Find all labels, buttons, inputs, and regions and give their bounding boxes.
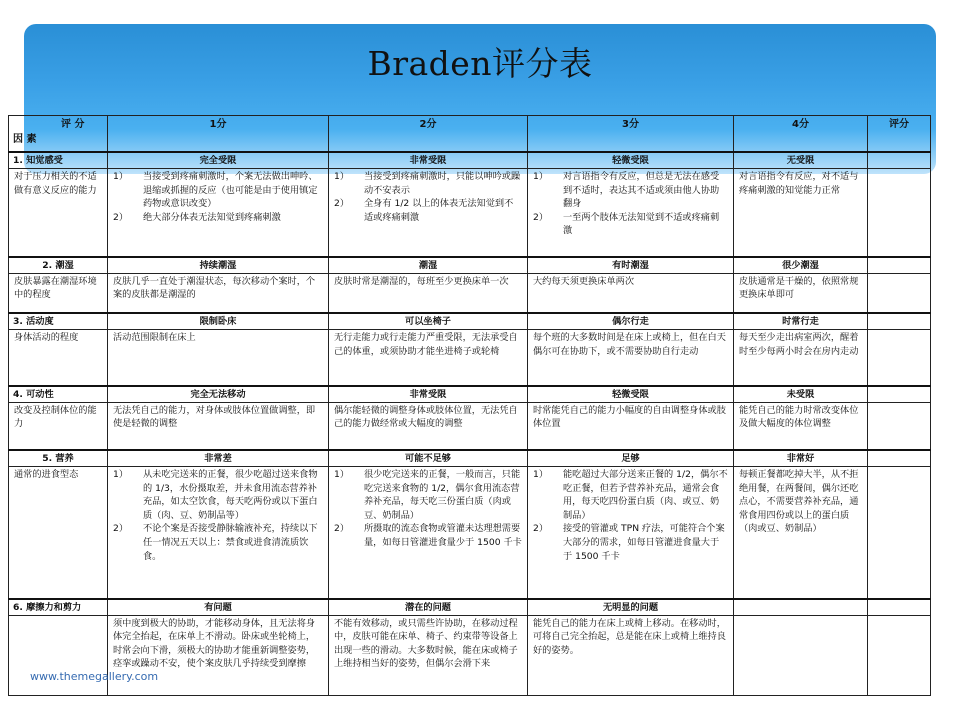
col-header-1: 1分 (108, 116, 329, 153)
score-cell[interactable] (868, 330, 931, 386)
item-number: 1） (113, 171, 129, 182)
factor-name: 3. 活动度 (9, 313, 108, 330)
factor-description: 通常的进食型态 (9, 467, 108, 599)
criteria-item (334, 468, 522, 522)
description-row (9, 330, 931, 386)
description-row (9, 402, 931, 450)
score-cell (868, 386, 931, 403)
criteria-cell: 偶尔能轻微的调整身体或肢体位置，无法凭自己的能力做经常或大幅度的调整 (329, 402, 528, 450)
item-number: 2） (533, 211, 549, 223)
level-label: 完全受限 (108, 152, 329, 169)
factor-label: 因 素 (13, 134, 37, 145)
factor-name: 1. 知觉感受 (9, 152, 108, 169)
item-text: 当接受到疼痛刺激时，个案无法做出呻吟、退缩或抓握的反应（也可能是由于使用镇定药物或意识改变） (143, 171, 318, 210)
score-cell[interactable] (868, 467, 931, 599)
item-number: 1） (533, 469, 549, 480)
level-label: 潮湿 (329, 257, 528, 274)
item-number: 2） (113, 523, 129, 535)
description-row (9, 467, 931, 599)
criteria-cell (528, 467, 734, 599)
item-number: 2） (533, 523, 549, 535)
criteria-list (113, 170, 323, 224)
item-number: 2） (113, 211, 129, 223)
level-label: 时常行走 (734, 313, 868, 330)
criteria-cell: 无法凭自己的能力，对身体或肢体位置做调整，即使是轻微的调整 (108, 402, 329, 450)
criteria-item (113, 522, 323, 563)
description-row (9, 615, 931, 695)
item-number: 1） (334, 469, 350, 480)
criteria-cell: 无行走能力或行走能力严重受限，无法承受自己的体重，或须协助才能坐进椅子或轮椅 (329, 330, 528, 386)
criteria-cell (528, 169, 734, 257)
level-label: 非常差 (108, 450, 329, 467)
factor-name: 5. 营养 (9, 450, 108, 467)
criteria-item (113, 468, 323, 522)
criteria-item (113, 211, 323, 225)
criteria-cell: 每个班的大多数时间是在床上或椅上，但在白天偶尔可在协助下，或不需要协助自行走动 (528, 330, 734, 386)
item-text: 能吃超过大部分送来正餐的 1/2，偶尔不吃正餐，但若予营养补充品，通常会食用，每天吃四份蛋白质（肉、或豆、奶制品） (563, 469, 728, 521)
section-header-row (9, 152, 931, 169)
criteria-cell (108, 467, 329, 599)
col-header-4: 4分 (734, 116, 868, 153)
criteria-list (533, 170, 728, 238)
criteria-cell: 能凭自己的能力在床上或椅上移动。在移动时，可将自己完全抬起，总是能在床上或椅上维持良好的姿势。 (528, 615, 734, 695)
item-text: 很少吃完送来的正餐，一般而言，只能吃完送来食物的 1/2，偶尔食用流态营养补充品，每天吃三份蛋白质（肉或豆、奶制品） (364, 469, 521, 521)
criteria-item (533, 211, 728, 238)
item-text: 一至两个肢体无法知觉到不适或疼痛刺激 (563, 211, 720, 237)
level-label: 非常受限 (329, 152, 528, 169)
criteria-cell: 活动范围限制在床上 (108, 330, 329, 386)
criteria-cell: 时常能凭自己的能力小幅度的自由调整身体或肢体位置 (528, 402, 734, 450)
criteria-cell: 大约每天须更换床单两次 (528, 273, 734, 313)
level-label: 持续潮湿 (108, 257, 329, 274)
description-row (9, 169, 931, 257)
score-cell[interactable] (868, 615, 931, 695)
item-number: 2） (334, 523, 350, 535)
criteria-cell: 对言语指令有反应，对不适与疼痛刺激的知觉能力正常 (734, 169, 868, 257)
section-header-row (9, 599, 931, 616)
level-label: 偶尔行走 (528, 313, 734, 330)
criteria-list (113, 468, 323, 563)
watermark: www.themegallery.com (30, 670, 159, 683)
level-label: 很少潮湿 (734, 257, 868, 274)
section-header-row (9, 450, 931, 467)
level-label: 有问题 (108, 599, 329, 616)
item-number: 1） (533, 171, 549, 182)
level-label: 可以坐椅子 (329, 313, 528, 330)
level-label: 潜在的问题 (329, 599, 528, 616)
criteria-item (334, 197, 522, 224)
criteria-cell: 不能有效移动，或只需些许协助，在移动过程中，皮肤可能在床单、椅子、约束带等设备上出现一些的滑动。大多数时候，能在床或椅子上维持相当好的姿势，但偶尔会滑下来 (329, 615, 528, 695)
item-number: 2） (334, 198, 350, 210)
item-text: 接受的管灌或 TPN 疗法，可能符合个案大部分的需求，如每日管灌进食量大于于 1500 千卡 (563, 523, 725, 562)
level-label: 无明显的问题 (528, 599, 734, 616)
criteria-cell: 每天至少走出病室两次，醒着时至少每两小时会在房内走动 (734, 330, 868, 386)
item-text: 所摄取的流态食物或管灌未达理想需要量，如每日管灌进食量少于 1500 千卡 (364, 523, 522, 548)
level-label: 可能不足够 (329, 450, 528, 467)
criteria-item (533, 468, 728, 522)
score-cell[interactable] (868, 402, 931, 450)
description-row (9, 273, 931, 313)
level-label: 有时潮湿 (528, 257, 734, 274)
criteria-list (533, 468, 728, 563)
level-label: 限制卧床 (108, 313, 329, 330)
section-header-row (9, 313, 931, 330)
level-label: 非常好 (734, 450, 868, 467)
score-cell (868, 599, 931, 616)
braden-table-container (8, 115, 930, 696)
col-header-2: 2分 (329, 116, 528, 153)
level-label: 无受限 (734, 152, 868, 169)
score-cell[interactable] (868, 273, 931, 313)
item-text: 绝大部分体表无法知觉到疼痛刺激 (143, 211, 281, 223)
criteria-cell: 皮肤几乎一直处于潮湿状态，每次移动个案时，个案的皮肤都是潮湿的 (108, 273, 329, 313)
criteria-cell (108, 169, 329, 257)
col-header-score: 评分 (868, 116, 931, 153)
section-header-row (9, 257, 931, 274)
criteria-list (334, 468, 522, 550)
item-text: 当接受到疼痛刺激时，只能以呻吟或躁动不安表示 (364, 171, 521, 196)
score-label: 评 分 (61, 119, 85, 130)
criteria-cell: 须中度到极大的协助，才能移动身体，且无法将身体完全抬起，在床单上不滑动。卧床或坐轮椅上，时常会向下滑，须极大的协助才能重新调整姿势，痉挛或躁动不安，使个案皮肤几乎持续受到摩擦 (108, 615, 329, 695)
criteria-item (334, 522, 522, 549)
factor-name: 6. 摩擦力和剪力 (9, 599, 108, 616)
criteria-cell: 每顿正餐都吃掉大半，从不拒绝用餐，在两餐间，偶尔还吃点心，不需要营养补充品，通常食用四份或以上的蛋白质（肉或豆、奶制品） (734, 467, 868, 599)
criteria-cell: 皮肤时常是潮湿的，每班至少更换床单一次 (329, 273, 528, 313)
braden-table (8, 115, 931, 696)
item-text: 全身有 1/2 以上的体表无法知觉到不适或疼痛刺激 (364, 198, 514, 223)
page-title: Braden评分表 (367, 44, 593, 83)
factor-description: 改变及控制体位的能力 (9, 402, 108, 450)
criteria-item (533, 170, 728, 211)
score-cell (868, 313, 931, 330)
factor-name: 2. 潮湿 (9, 257, 108, 274)
item-text: 从未吃完送来的正餐，很少吃超过送来食物的 1/3，水份摄取差，并未食用流态营养补充品，如太空饮食，每天吃两份或以下蛋白质（肉、豆、奶制品等） (143, 469, 318, 521)
factor-description: 身体活动的程度 (9, 330, 108, 386)
level-label: 轻微受限 (528, 386, 734, 403)
level-label: 轻微受限 (528, 152, 734, 169)
corner-cell (9, 116, 108, 153)
factor-description: 对于压力相关的不适做有意义反应的能力 (9, 169, 108, 257)
factor-description: 皮肤暴露在潮湿环境中的程度 (9, 273, 108, 313)
score-cell (868, 257, 931, 274)
item-text: 不论个案是否接受静脉输液补充，持续以下任一情况五天以上：禁食或进食清流质饮食。 (143, 523, 318, 562)
factor-name: 4. 可动性 (9, 386, 108, 403)
factor-description (9, 615, 108, 695)
item-text: 对言语指令有反应，但总是无法在感受到不适时，表达其不适或须由他人协助翻身 (563, 171, 720, 210)
score-cell[interactable] (868, 169, 931, 257)
level-label: 足够 (528, 450, 734, 467)
criteria-item (113, 170, 323, 211)
criteria-cell: 皮肤通常是干燥的，依照常规更换床单即可 (734, 273, 868, 313)
section-header-row (9, 386, 931, 403)
criteria-cell (329, 169, 528, 257)
criteria-cell (734, 615, 868, 695)
header-row (9, 116, 931, 153)
score-cell (868, 450, 931, 467)
level-label: 未受限 (734, 386, 868, 403)
criteria-item (533, 522, 728, 563)
level-label: 非常受限 (329, 386, 528, 403)
item-number: 1） (334, 171, 350, 182)
level-label (734, 599, 868, 616)
criteria-list (334, 170, 522, 224)
col-header-3: 3分 (528, 116, 734, 153)
score-cell (868, 152, 931, 169)
level-label: 完全无法移动 (108, 386, 329, 403)
item-number: 1） (113, 469, 129, 480)
criteria-cell (329, 467, 528, 599)
criteria-cell: 能凭自己的能力时常改变体位及做大幅度的体位调整 (734, 402, 868, 450)
criteria-item (334, 170, 522, 197)
